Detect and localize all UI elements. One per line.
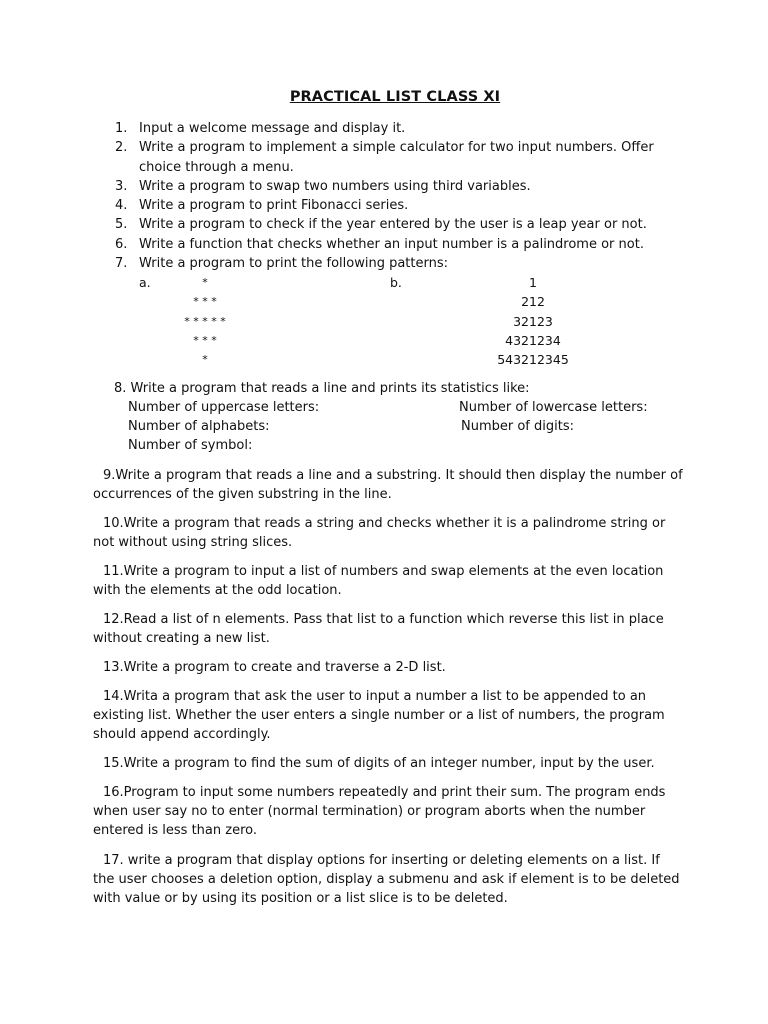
list-item-number: 2. xyxy=(115,140,128,156)
pattern-b-row: 543212345 xyxy=(497,352,569,368)
list-item-text: Input a welcome message and display it. xyxy=(139,121,406,136)
item-8-text: 8. Write a program that reads a line and prints its statistics like: xyxy=(114,381,530,396)
paragraph-text: 15.Write a program to find the sum of digits of an integer number, input by the user. xyxy=(103,756,655,771)
list-item xyxy=(115,235,660,254)
pattern-b-row: 212 xyxy=(521,294,545,310)
list-item-number: 7. xyxy=(115,256,128,272)
list-item-text: Write a function that checks whether an input number is a palindrome or not. xyxy=(139,236,644,252)
stat-uppercase: Number of uppercase letters: xyxy=(128,400,320,415)
page-title: PRACTICAL LIST CLASS XI xyxy=(289,89,501,105)
list-item-text: Write a program to swap two numbers using third variables. xyxy=(139,178,531,194)
list-item xyxy=(115,177,660,196)
paragraph-text: 17. write a program that display options for inserting or deleting elements on a list. If the user chooses a deletion option, display a submenu and ask if element is to be deleted with value or by using its position or a list slice is to be deleted. xyxy=(93,853,680,907)
pattern-a-row: * * * xyxy=(193,295,217,309)
numbered-list xyxy=(115,119,660,273)
list-item xyxy=(115,254,660,273)
paragraph-text: 13.Write a program to create and traverse a 2-D list. xyxy=(103,660,446,675)
pattern-a-row: * xyxy=(202,276,208,289)
paragraph-item xyxy=(93,514,683,552)
list-item-text: Write a program to check if the year entered by the user is a leap year or not. xyxy=(139,217,647,233)
list-item xyxy=(115,196,660,215)
list-item xyxy=(115,119,660,138)
stat-symbol: Number of symbol: xyxy=(128,438,253,453)
pattern-a-row: * xyxy=(202,353,208,367)
pattern-b-row: 1 xyxy=(529,275,537,290)
list-item-text: Write a program to implement a simple calculator for two input numbers. Offer choice through a menu. xyxy=(139,140,654,175)
paragraph-text: 10.Write a program that reads a string and checks whether it is a palindrome string or not without using string slices. xyxy=(93,516,666,551)
paragraph-item xyxy=(93,466,683,504)
pattern-b-label: b. xyxy=(390,275,402,290)
pattern-a-row: * * * xyxy=(193,333,217,347)
pattern-b-row: 4321234 xyxy=(505,332,561,348)
list-item-number: 4. xyxy=(115,198,128,214)
pattern-a xyxy=(163,273,247,369)
list-item-text: Write a program to print the following patterns: xyxy=(139,256,448,272)
pattern-b xyxy=(473,273,593,369)
list-item-number: 3. xyxy=(115,178,128,194)
paragraph-item xyxy=(93,562,683,600)
list-item xyxy=(115,215,660,234)
stat-alphabets: Number of alphabets: xyxy=(128,419,270,434)
list-item-text: Write a program to print Fibonacci series. xyxy=(139,198,409,214)
paragraph-text: 9.Write a program that reads a line and a substring. It should then display the number of occurrences of the given substring in the line. xyxy=(93,468,683,503)
paragraph-item xyxy=(93,610,683,648)
paragraph-item xyxy=(93,783,683,841)
list-item-number: 6. xyxy=(115,236,128,252)
paragraph-item xyxy=(93,754,683,773)
pattern-a-label: a. xyxy=(139,275,151,290)
pattern-b-row: 32123 xyxy=(513,313,553,329)
paragraph-item xyxy=(93,658,683,677)
paragraph-text: 16.Program to input some numbers repeatedly and print their sum. The program ends when user say no to enter (normal termination) or program aborts when the number entered is less than zero. xyxy=(93,785,666,839)
stat-digits: Number of digits: xyxy=(461,419,574,434)
pattern-a-row: * * * * * xyxy=(184,314,226,328)
paragraph-text: 11.Write a program to input a list of numbers and swap elements at the even location with the elements at the odd location. xyxy=(93,564,664,599)
list-item-number: 5. xyxy=(115,217,128,233)
paragraph-item xyxy=(93,687,683,745)
list-item-number: 1. xyxy=(115,121,128,136)
stat-lowercase: Number of lowercase letters: xyxy=(459,400,648,415)
paragraph-text: 14.Writa a program that ask the user to input a number a list to be appended to an existing list. Whether the user enters a single number or a list of numbers, the program should append accordingly. xyxy=(93,689,665,743)
list-item xyxy=(115,138,660,177)
paragraph-text: 12.Read a list of n elements. Pass that list to a function which reverse this list in place without creating a new list. xyxy=(93,612,664,647)
paragraph-item xyxy=(93,851,683,909)
